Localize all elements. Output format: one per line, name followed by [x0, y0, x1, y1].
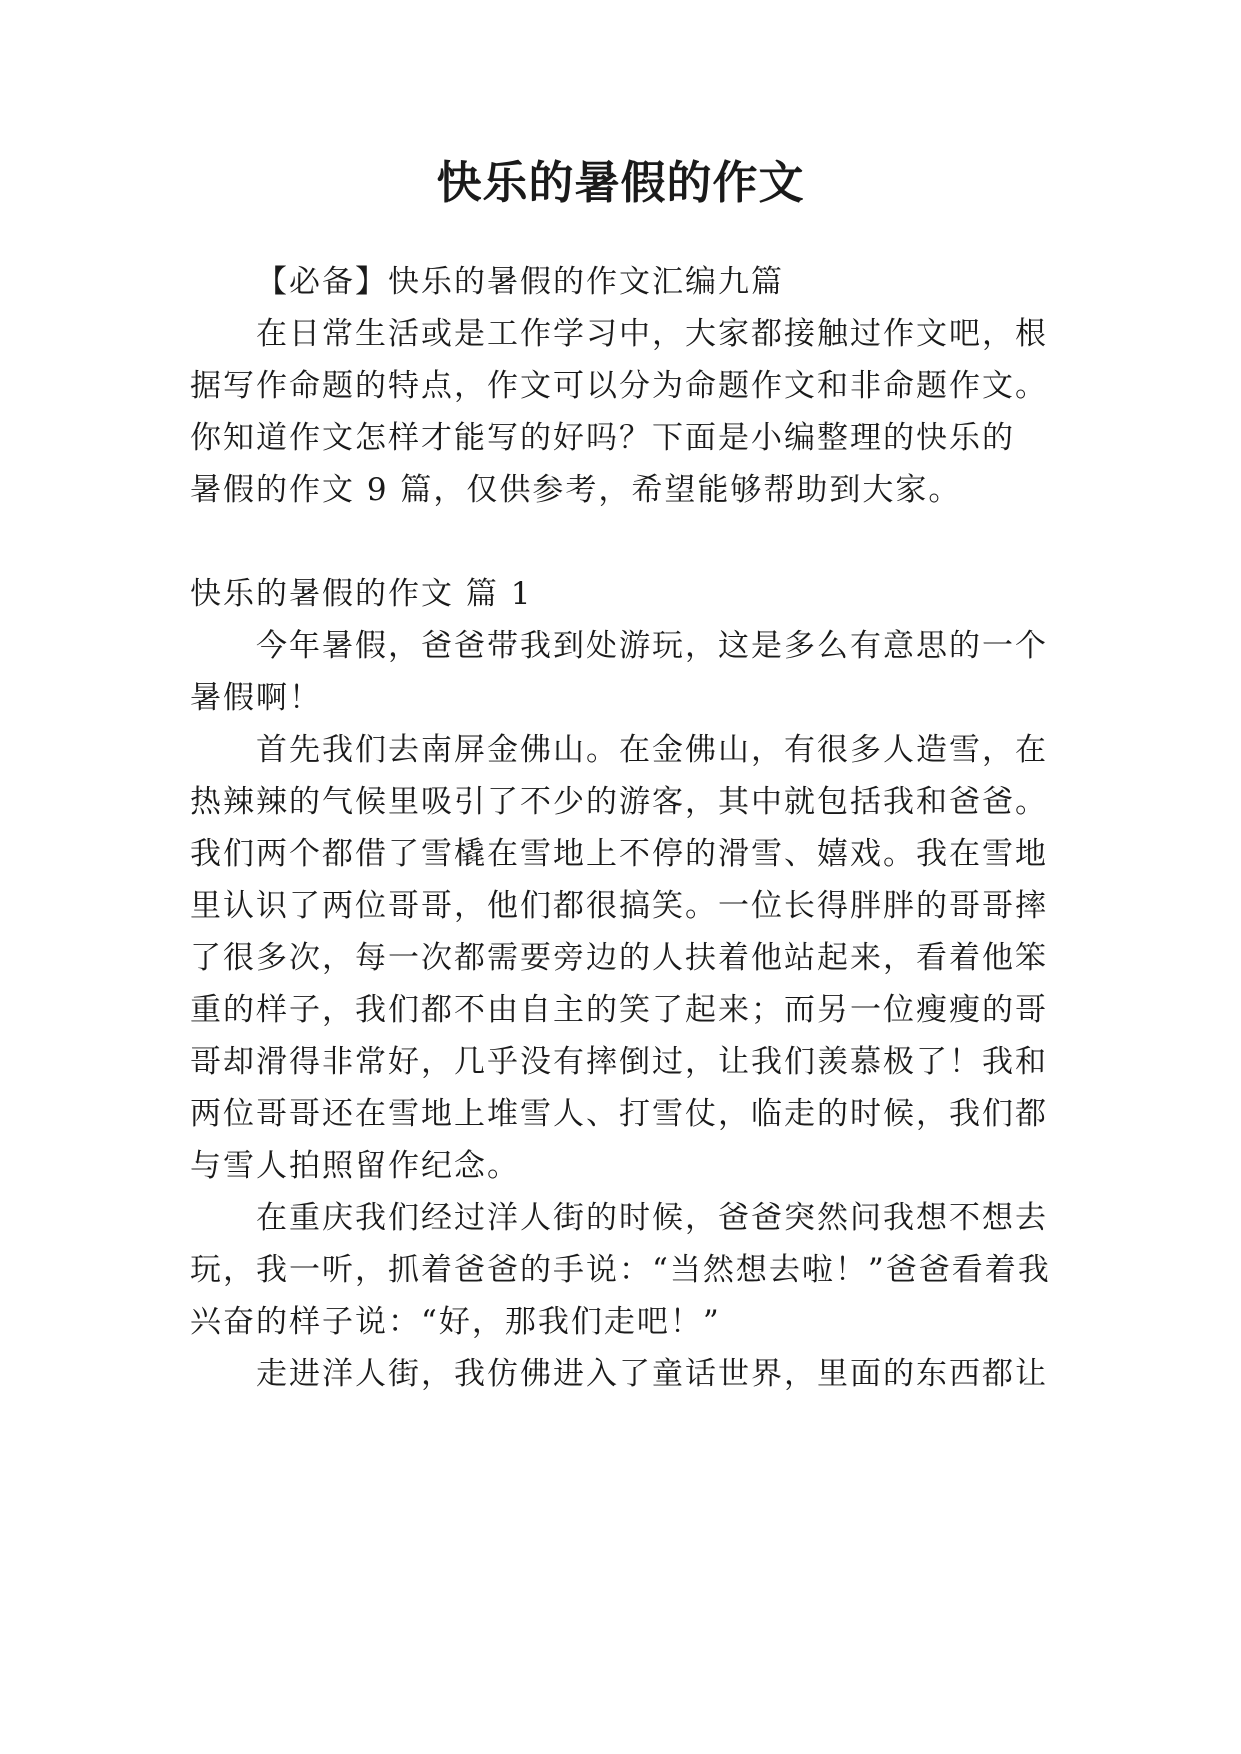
paragraph-line: 与雪人拍照留作纪念。	[190, 1148, 520, 1184]
subtitle-line: 【必备】快乐的暑假的作文汇编九篇	[256, 264, 784, 300]
paragraph-line: 暑假啊！	[190, 680, 322, 716]
paragraph-line: 首先我们去南屏金佛山。在金佛山，有很多人造雪，在	[256, 732, 1048, 768]
paragraph-line: 今年暑假，爸爸带我到处游玩，这是多么有意思的一个	[256, 628, 1048, 664]
paragraph-line: 热辣辣的气候里吸引了不少的游客，其中就包括我和爸爸。	[190, 784, 1048, 820]
section-heading: 快乐的暑假的作文 篇 1	[190, 576, 533, 612]
paragraph-line: 你知道作文怎样才能写的好吗？下面是小编整理的快乐的	[190, 420, 1015, 456]
paragraph-line: 兴奋的样子说：“好，那我们走吧！”	[190, 1304, 721, 1340]
paragraph-line: 据写作命题的特点，作文可以分为命题作文和非命题作文。	[190, 368, 1048, 404]
paragraph-line: 哥却滑得非常好，几乎没有摔倒过，让我们羡慕极了！我和	[190, 1044, 1048, 1080]
paragraph-line: 玩，我一听，抓着爸爸的手说：“当然想去啦！”爸爸看着我	[190, 1252, 1051, 1288]
paragraph-line: 暑假的作文 9 篇，仅供参考，希望能够帮助到大家。	[190, 472, 962, 508]
paragraph-line: 我们两个都借了雪橇在雪地上不停的滑雪、嬉戏。我在雪地	[190, 836, 1048, 872]
page-title: 快乐的暑假的作文	[436, 156, 805, 209]
paragraph-line: 了很多次，每一次都需要旁边的人扶着他站起来，看着他笨	[190, 940, 1048, 976]
paragraph-line: 重的样子，我们都不由自主的笑了起来；而另一位瘦瘦的哥	[190, 992, 1048, 1028]
paragraph-line: 在日常生活或是工作学习中，大家都接触过作文吧，根	[256, 316, 1048, 352]
paragraph-line: 走进洋人街，我仿佛进入了童话世界，里面的东西都让	[256, 1356, 1048, 1392]
paragraph-line: 在重庆我们经过洋人街的时候，爸爸突然问我想不想去	[256, 1200, 1048, 1236]
paragraph-line: 两位哥哥还在雪地上堆雪人、打雪仗，临走的时候，我们都	[190, 1096, 1048, 1132]
paragraph-line: 里认识了两位哥哥，他们都很搞笑。一位长得胖胖的哥哥摔	[190, 888, 1048, 924]
